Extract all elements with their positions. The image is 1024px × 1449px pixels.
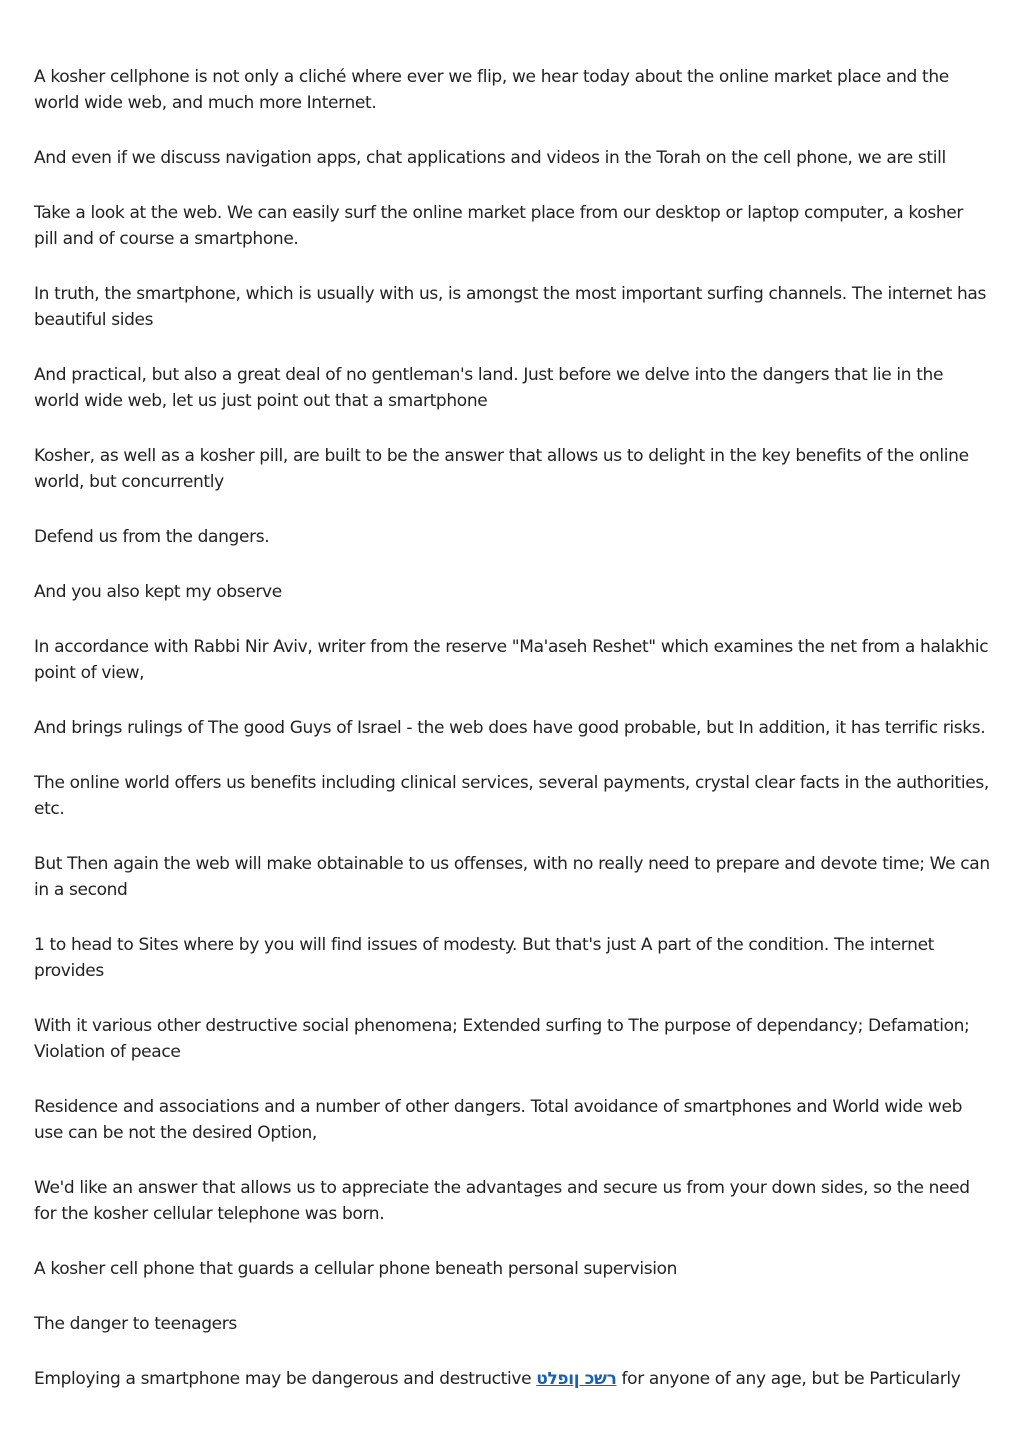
paragraph: A kosher cell phone that guards a cellular phone beneath personal supervision xyxy=(34,1259,678,1279)
paragraph: In accordance with Rabbi Nir Aviv, writer from the reserve "Ma'aseh Reshet" which examines the net from a halakhic point of view, xyxy=(34,637,989,683)
document-body xyxy=(34,64,990,1421)
paragraph: But Then again the web will make obtainable to us offenses, with no really need to prepare and devote time; We can in a second xyxy=(34,854,990,900)
paragraph: Defend us from the dangers. xyxy=(34,527,270,547)
paragraph: 1 to head to Sites where by you will find issues of modesty. But that's just A part of the condition. The internet provides xyxy=(34,935,934,981)
hebrew-link[interactable]: רשכ ןופלט xyxy=(536,1369,617,1389)
paragraph: And practical, but also a great deal of no gentleman's land. Just before we delve into the dangers that lie in the world wide web, let us just point out that a smartphone xyxy=(34,365,944,411)
paragraph: And even if we discuss navigation apps, chat applications and videos in the Torah on the cell phone, we are still xyxy=(34,148,946,168)
paragraph: Residence and associations and a number of other dangers. Total avoidance of smartphones and World wide web use can be not the desired Option, xyxy=(34,1097,963,1143)
paragraph: In truth, the smartphone, which is usually with us, is amongst the most important surfing channels. The internet has beautiful sides xyxy=(34,284,986,330)
paragraph: The online world offers us benefits including clinical services, several payments, crystal clear facts in the authorities, etc. xyxy=(34,773,989,819)
paragraph: Take a look at the web. We can easily surf the online market place from our desktop or laptop computer, a kosher pill and of course a smartphone. xyxy=(34,203,964,249)
paragraph: With it various other destructive social phenomena; Extended surfing to The purpose of dependancy; Defamation; Violation of peace xyxy=(34,1016,970,1062)
last-paragraph-text-after: for anyone of any age, but be Particularly xyxy=(616,1369,961,1389)
paragraph: And you also kept my observe xyxy=(34,582,282,602)
last-paragraph-text-before: Employing a smartphone may be dangerous and destructive xyxy=(34,1369,537,1389)
paragraph: The danger to teenagers xyxy=(34,1314,237,1334)
paragraph: We'd like an answer that allows us to appreciate the advantages and secure us from your down sides, so the need for the kosher cellular telephone was born. xyxy=(34,1178,970,1224)
paragraph: And brings rulings of The good Guys of Israel - the web does have good probable, but In addition, it has terrific risks. xyxy=(34,718,986,738)
paragraph: A kosher cellphone is not only a cliché where ever we flip, we hear today about the online market place and the world wide web, and much more Internet. xyxy=(34,67,949,113)
paragraph: Kosher, as well as a kosher pill, are built to be the answer that allows us to delight in the key benefits of the online world, but concurrently xyxy=(34,446,969,492)
last-paragraph xyxy=(34,1366,990,1392)
